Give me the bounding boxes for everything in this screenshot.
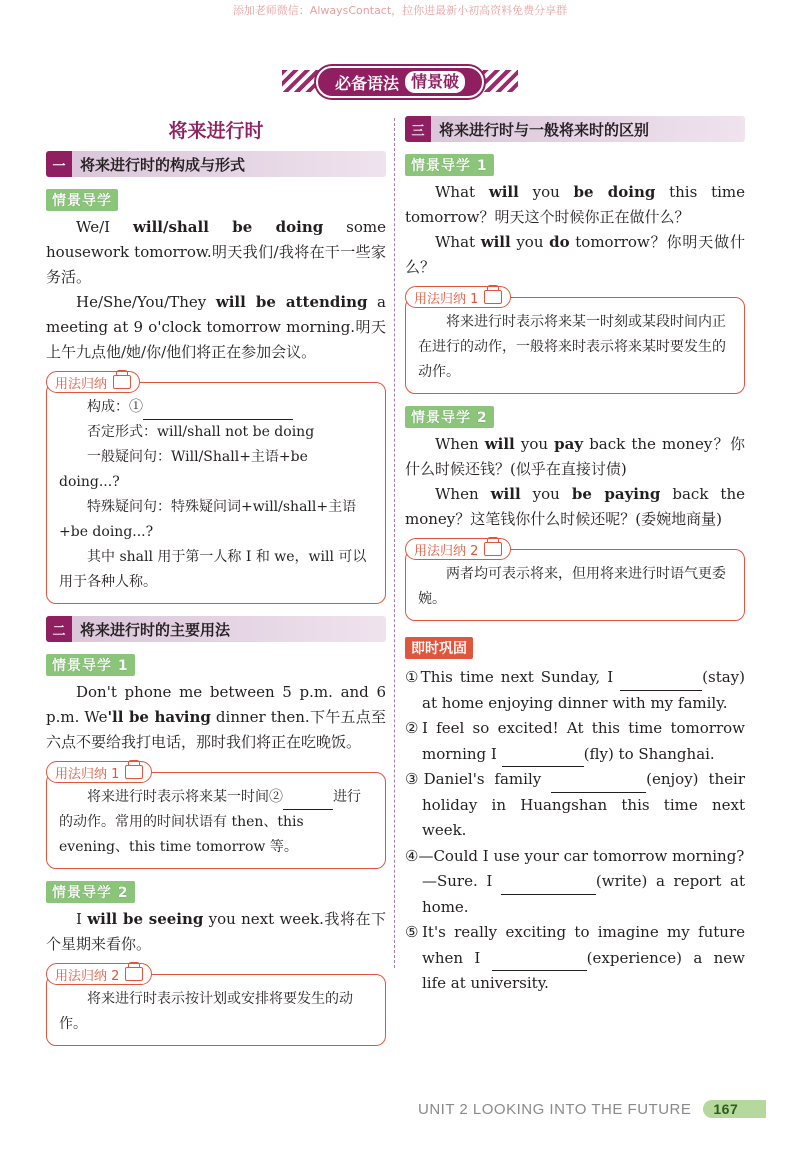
gift-box-icon xyxy=(125,765,143,779)
usage-summary-label: 用法归纳 2 xyxy=(405,538,511,560)
section-number: 二 xyxy=(46,616,72,642)
example-paragraph: What will you do tomorrow？你明天做什么？ xyxy=(405,233,745,276)
gift-box-icon xyxy=(484,290,502,304)
section-banner xyxy=(282,62,518,102)
banner-pill xyxy=(316,66,484,98)
section-number: 一 xyxy=(46,151,72,177)
exercise-item: ④—Could I use your car tomorrow morning? xyxy=(405,846,745,865)
exercise-item: —Sure. I (write) a report at home. xyxy=(422,872,745,916)
usage-line: 否定形式：will/shall not be doing xyxy=(87,424,315,440)
usage-summary-box xyxy=(46,382,386,604)
banner-left-text: 必备语法 xyxy=(334,73,399,93)
answer-blank[interactable] xyxy=(620,690,702,691)
scenario-tag: 情景导学 2 xyxy=(46,881,135,903)
usage-line: 将来进行时表示将来某一时间② 进行的动作。常用的时间状语有 then、this evening、this time tomorrow 等。 xyxy=(59,789,361,855)
example-paragraph: What will you be doing this time tomorrow？明天这个时候你正在做什么？ xyxy=(405,183,745,226)
section-header-2 xyxy=(46,616,386,642)
usage-summary-label: 用法归纳 2 xyxy=(46,963,152,985)
scenario-tag: 情景导学 1 xyxy=(405,154,494,176)
watermark-text: 添加老师微信：AlwaysContact，拉你进最新小初高资料免费分享群 xyxy=(232,4,568,17)
usage-line: 其中 shall 用于第一人称 I 和 we，will 可以用于各种人称。 xyxy=(59,549,367,590)
answer-blank[interactable] xyxy=(283,809,333,810)
gift-box-icon xyxy=(484,542,502,556)
section-title: 将来进行时的构成与形式 xyxy=(80,155,246,174)
exercise-list xyxy=(405,665,745,997)
page-title: 将来进行时 xyxy=(168,120,264,142)
exercise-item: ③Daniel's family (enjoy) their holiday in Huangshan this time next week. xyxy=(405,770,745,839)
usage-line: 将来进行时表示将来某一时刻或某段时间内正在进行的动作，一般将来时表示将来某时要发生的动作。 xyxy=(418,314,726,380)
scenario-tag: 情景导学 xyxy=(46,189,118,211)
section-header-3 xyxy=(405,116,745,142)
left-column xyxy=(46,112,386,1046)
answer-blank[interactable] xyxy=(501,894,596,895)
usage-line: 特殊疑问句：特殊疑问词+will/shall+主语+be doing...? xyxy=(59,499,357,540)
gift-box-icon xyxy=(125,967,143,981)
usage-summary-label: 用法归纳 1 xyxy=(46,761,152,783)
example-paragraph: When will you pay back the money？你什么时候还钱？(似乎在直接讨债) xyxy=(405,435,746,478)
answer-blank[interactable] xyxy=(492,970,587,971)
column-divider xyxy=(394,118,395,968)
exercise-item: ①This time next Sunday, I (stay) at home enjoying dinner with my family. xyxy=(405,668,745,712)
gift-box-icon xyxy=(113,375,131,389)
section-number: 三 xyxy=(405,116,431,142)
scenario-tag: 情景导学 1 xyxy=(46,654,135,676)
example-paragraph: When will you be paying back the money？这笔钱你什么时候还呢？(委婉地商量) xyxy=(405,485,746,528)
usage-line: 构成：① xyxy=(59,395,373,420)
exercise-item: ②I feel so excited! At this time tomorrow morning I (fly) to Shanghai. xyxy=(405,716,745,767)
example-paragraph: We/I will/shall be doing some housework tomorrow.明天我们/我将在干一些家务活。 xyxy=(46,218,386,286)
example-paragraph: I will be seeing you next week.我将在下个星期来看你。 xyxy=(46,910,386,953)
right-column xyxy=(405,112,745,997)
usage-summary-box xyxy=(405,297,745,394)
example-paragraph: He/She/You/They will be attending a meeting at 9 o'clock tomorrow morning.明天上午九点他/她/你/他们将正在参加会议。 xyxy=(46,293,387,361)
page-number: 167 xyxy=(703,1100,766,1118)
usage-line: 一般疑问句：Will/Shall+主语+be doing...? xyxy=(59,449,308,490)
section-header-1 xyxy=(46,151,386,177)
exercise-item: ⑤It's really exciting to imagine my future when I (experience) a new life at university. xyxy=(405,923,745,992)
usage-line: 两者均可表示将来，但用将来进行时语气更委婉。 xyxy=(418,566,726,607)
usage-line: 将来进行时表示按计划或安排将要发生的动作。 xyxy=(59,991,353,1032)
unit-title: UNIT 2 LOOKING INTO THE FUTURE xyxy=(418,1100,692,1118)
section-title: 将来进行时的主要用法 xyxy=(80,620,231,639)
usage-summary-label: 用法归纳 xyxy=(46,371,140,393)
exercise-header: 即时巩固 xyxy=(405,637,473,659)
example-paragraph: Don't phone me between 5 p.m. and 6 p.m. We'll be having dinner then.下午五点至六点不要给我打电话，那时我们将正在吃晚饭。 xyxy=(46,683,386,751)
answer-blank[interactable] xyxy=(551,792,646,793)
usage-summary-label: 用法归纳 1 xyxy=(405,286,511,308)
page-footer xyxy=(418,1100,766,1118)
usage-summary-box xyxy=(46,772,386,869)
banner-right-text: 情景破 xyxy=(405,71,465,93)
scenario-tag: 情景导学 2 xyxy=(405,406,494,428)
section-title: 将来进行时与一般将来时的区别 xyxy=(439,120,650,139)
